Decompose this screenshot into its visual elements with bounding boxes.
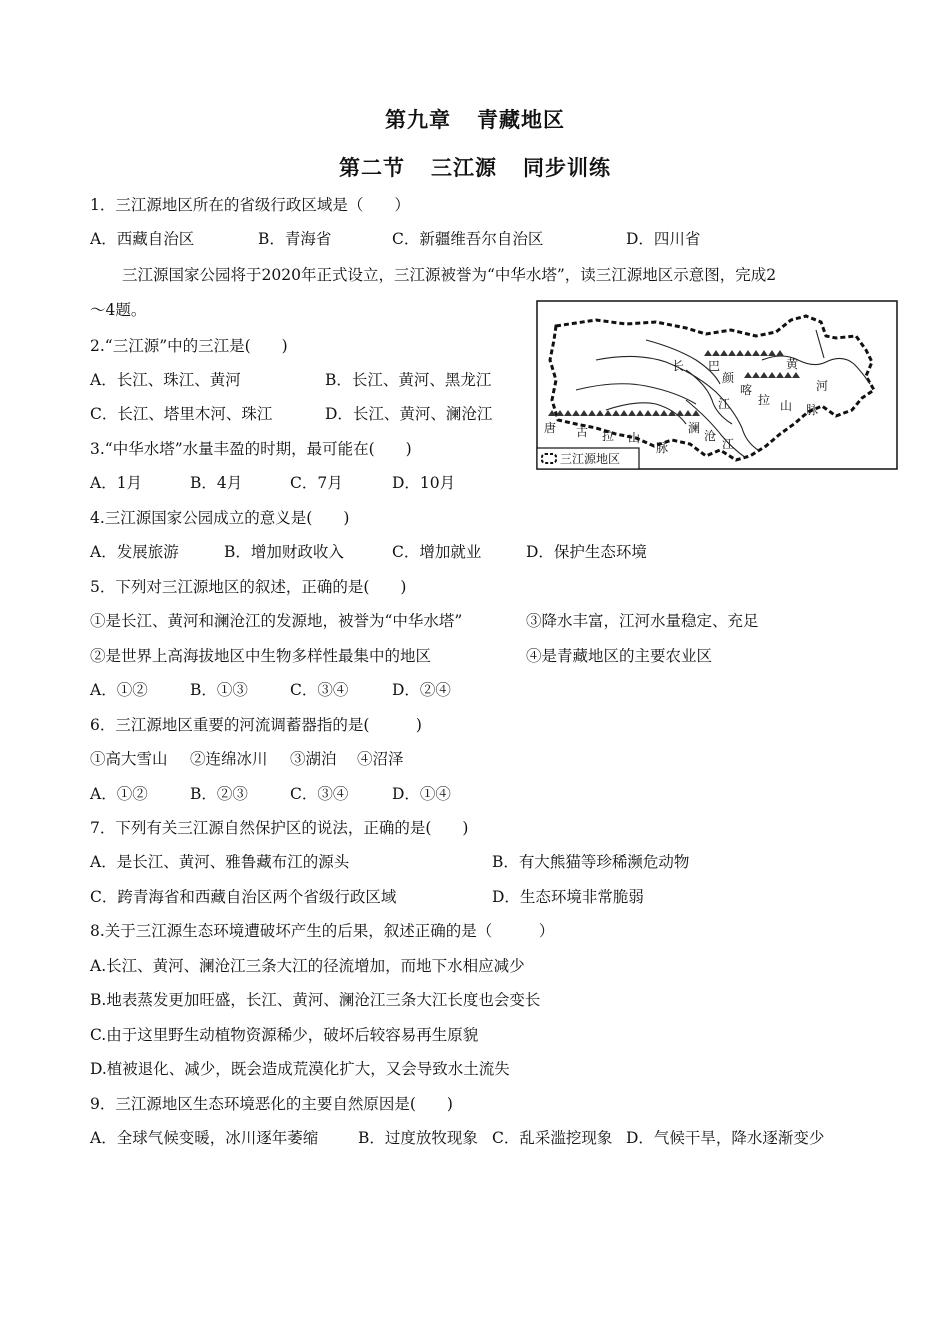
q1-option-b: B．青海省 xyxy=(258,230,332,248)
label-tang: 唐 xyxy=(544,421,557,435)
q6-stem: 6．三江源地区重要的河流调蓄器指的是( ) xyxy=(90,716,422,734)
q2-option-c: C．长江、塔里木河、珠江 xyxy=(90,405,273,423)
q6-item-4: ④沼泽 xyxy=(357,750,404,768)
label-cang: 沧 xyxy=(704,429,717,443)
q5-option-d: D．②④ xyxy=(392,681,451,699)
q8-option-a: A.长江、黄河、澜沧江三条大江的径流增加，而地下水相应减少 xyxy=(90,957,525,975)
section-title xyxy=(0,152,950,182)
q6-option-d: D．①④ xyxy=(392,785,451,803)
q9-option-a: A．全球气候变暖，冰川逐年萎缩 xyxy=(90,1129,319,1147)
q5-option-c: C．③④ xyxy=(290,681,349,699)
q8-stem: 8.关于三江源生态环境遭破坏产生的后果，叙述正确的是（ ） xyxy=(90,922,555,940)
label-ba: 巴 xyxy=(708,359,721,373)
intro-line-2: ～4题。 xyxy=(90,301,147,319)
q7-stem: 7．下列有关三江源自然保护区的说法，正确的是( ) xyxy=(90,819,469,837)
section-topic: 三江源 xyxy=(431,156,497,180)
q6-option-b: B．②③ xyxy=(190,785,248,803)
label-mai-2: 脉 xyxy=(656,441,669,455)
q6-item-2: ②连绵冰川 xyxy=(190,750,268,768)
q9-option-c: C．乱采滥挖现象 xyxy=(492,1129,613,1147)
intro-line-1: 三江源国家公园将于2020年正式设立，三江源被誉为“中华水塔”，读三江源地区示意图，完成2 xyxy=(122,266,777,284)
q1-option-a: A．西藏自治区 xyxy=(90,230,195,248)
map-legend xyxy=(537,448,639,469)
label-lan: 澜 xyxy=(688,421,701,435)
q7-option-d: D．生态环境非常脆弱 xyxy=(492,888,644,906)
q3-option-c: C．7月 xyxy=(290,474,343,492)
q2-option-d: D．长江、黄河、澜沧江 xyxy=(325,405,493,423)
q7-option-a: A．是长江、黄河、雅鲁藏布江的源头 xyxy=(90,853,350,871)
q9-stem: 9．三江源地区生态环境恶化的主要自然原因是( ) xyxy=(90,1095,453,1113)
q2-option-a: A．长江、珠江、黄河 xyxy=(90,371,241,389)
label-mai: 脉 xyxy=(806,403,819,417)
q4-option-c: C．增加就业 xyxy=(392,543,482,561)
q5-option-b: B．①③ xyxy=(190,681,248,699)
label-jiang: 江 xyxy=(718,397,731,411)
q5-statement-1: ①是长江、黄河和澜沧江的发源地，被誉为“中华水塔” xyxy=(90,612,463,630)
section-number: 第二节 xyxy=(339,156,405,180)
q6-option-a: A．①② xyxy=(90,785,148,803)
label-shan: 山 xyxy=(780,399,793,413)
q4-stem: 4.三江源国家公园成立的意义是( ) xyxy=(90,509,350,527)
chapter-number: 第九章 xyxy=(385,108,451,132)
q5-stem: 5．下列对三江源地区的叙述，正确的是( ) xyxy=(90,578,407,596)
label-la: 拉 xyxy=(758,393,771,407)
label-gu: 古 xyxy=(576,425,589,439)
section-subtitle: 同步训练 xyxy=(523,156,611,180)
label-yan: 颜 xyxy=(722,371,735,385)
q9-option-b: B．过度放牧现象 xyxy=(358,1129,478,1147)
q3-option-b: B．4月 xyxy=(190,474,243,492)
q3-option-d: D．10月 xyxy=(392,474,456,492)
q5-statement-4: ④是青藏地区的主要农业区 xyxy=(526,647,713,665)
legend-label: 三江源地区 xyxy=(560,452,621,466)
q6-option-c: C．③④ xyxy=(290,785,349,803)
q5-statement-2: ②是世界上高海拔地区中生物多样性最集中的地区 xyxy=(90,647,432,665)
q8-option-d: D.植被退化、减少，既会造成荒漠化扩大，又会导致水土流失 xyxy=(90,1060,510,1078)
q3-stem: 3.“中华水塔”水量丰盈的时期，最可能在( ) xyxy=(90,440,412,458)
q9-option-d: D．气候干旱，降水逐渐变少 xyxy=(626,1129,825,1147)
map-frame xyxy=(537,301,897,469)
q5-option-a: A．①② xyxy=(90,681,148,699)
q8-option-c: C.由于这里野生动植物资源稀少，破坏后较容易再生原貌 xyxy=(90,1026,479,1044)
q1-option-c: C．新疆维吾尔自治区 xyxy=(392,230,544,248)
q1-stem: 1．三江源地区所在的省级行政区域是（ ） xyxy=(90,196,410,214)
label-chang: 长 xyxy=(672,359,685,373)
label-huang: 黄 xyxy=(786,357,799,371)
q8-option-b: B.地表蒸发更加旺盛，长江、黄河、澜沧江三条大江长度也会变长 xyxy=(90,991,541,1009)
q7-option-b: B．有大熊猫等珍稀濒危动物 xyxy=(492,853,690,871)
q1-option-d: D．四川省 xyxy=(626,230,701,248)
label-la-2: 拉 xyxy=(602,429,615,443)
q2-stem: 2.“三江源”中的三江是( ) xyxy=(90,337,288,355)
q4-option-b: B．增加财政收入 xyxy=(224,543,344,561)
chapter-title xyxy=(0,104,950,134)
q2-option-b: B．长江、黄河、黑龙江 xyxy=(325,371,492,389)
q5-statement-3: ③降水丰富，江河水量稳定、充足 xyxy=(526,612,759,630)
q6-item-1: ①高大雪山 xyxy=(90,750,168,768)
label-jiang-2: 江 xyxy=(722,437,735,451)
q7-option-c: C．跨青海省和西藏自治区两个省级行政区域 xyxy=(90,888,397,906)
sanjiangyuan-map xyxy=(536,300,898,470)
label-he: 河 xyxy=(816,379,829,393)
label-shan-2: 山 xyxy=(628,431,641,445)
q4-option-d: D．保护生态环境 xyxy=(526,543,647,561)
q3-option-a: A．1月 xyxy=(90,474,143,492)
label-ka: 喀 xyxy=(740,383,753,397)
chapter-region: 青藏地区 xyxy=(477,108,565,132)
q6-item-3: ③湖泊 xyxy=(290,750,337,768)
q4-option-a: A．发展旅游 xyxy=(90,543,179,561)
